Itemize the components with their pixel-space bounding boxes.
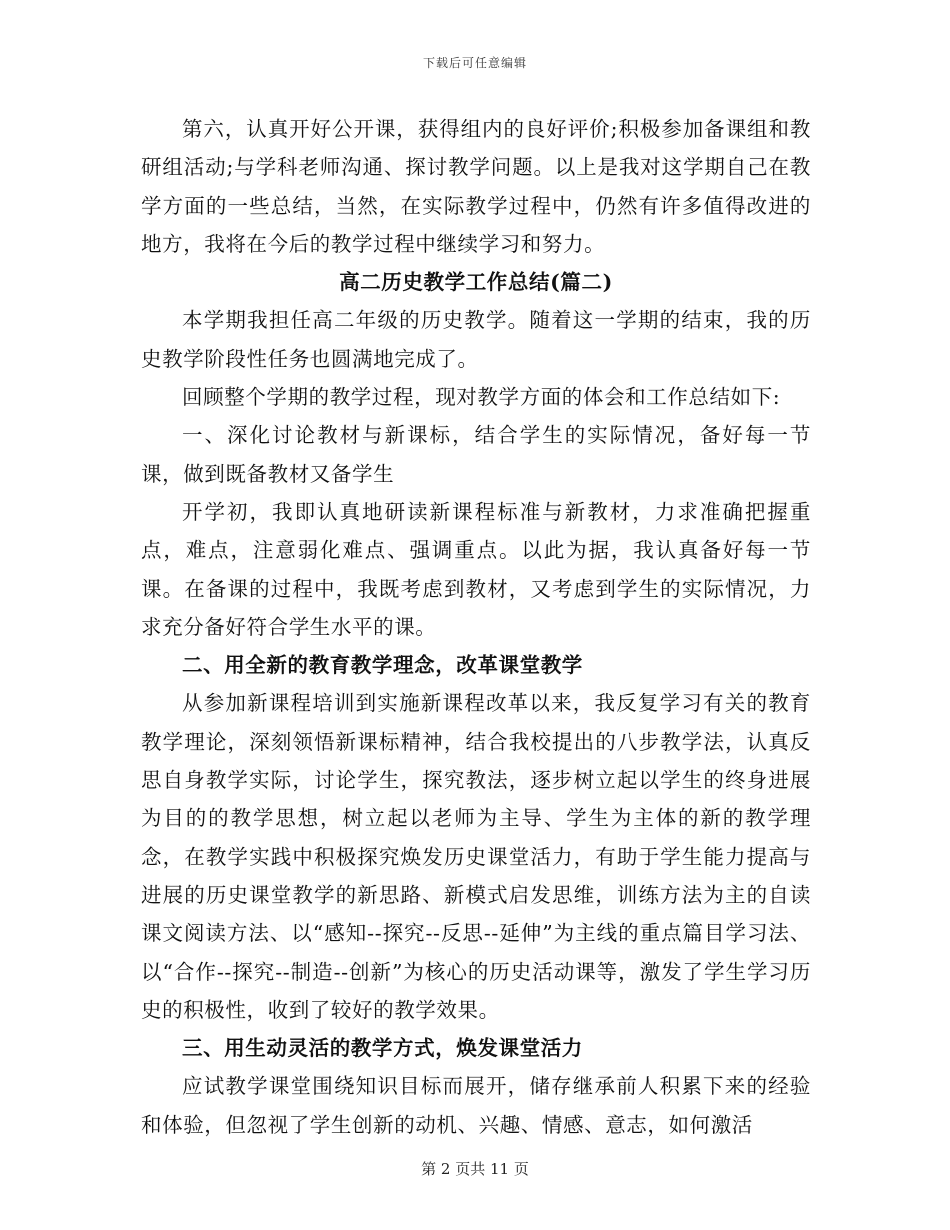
paragraph-preparation: 开学初，我即认真地研读新课程标准与新教材，力求准确把握重点，难点，注意弱化难点、强调重点。以此为据，我认真备好每一节课。在备课的过程中，我既考虑到教材，又考虑到学生的实际情况，力求充分备好符合学生水平的课。 bbox=[141, 499, 811, 639]
paragraph-teaching-method: 应试教学课堂围绕知识目标而展开，储存继承前人积累下来的经验和体验，但忽视了学生创新的动机、兴趣、情感、意志，如何激活 bbox=[141, 1074, 811, 1137]
paragraph-sixth-point: 第六，认真开好公开课，获得组内的良好评价;积极参加备课组和教研组活动;与学科老师沟通、探讨教学问题。以上是我对这学期自己在教学方面的一些总结，当然，在实际教学过程中，仍然有许多值得改进的地方，我将在今后的教学过程中继续学习和努力。 bbox=[141, 117, 811, 256]
document-body bbox=[141, 110, 811, 1144]
section-title: 高二历史教学工作总结(篇二) bbox=[339, 270, 613, 295]
heading-point-three: 三、用生动灵活的教学方式，焕发课堂活力 bbox=[182, 1036, 583, 1061]
page-footer: 第 2 页共 11 页 bbox=[421, 1160, 529, 1178]
paragraph-review: 回顾整个学期的教学过程，现对教学方面的体会和工作总结如下: bbox=[182, 385, 781, 410]
paragraph-intro: 本学期我担任高二年级的历史教学。随着这一学期的结束，我的历史教学阶段性任务也圆满地完成了。 bbox=[141, 308, 811, 371]
heading-point-two: 二、用全新的教育教学理念，改革课堂教学 bbox=[182, 653, 583, 678]
paragraph-reform: 从参加新课程培训到实施新课程改革以来，我反复学习有关的教育教学理论，深刻领悟新课标精神，结合我校提出的八步教学法，认真反思自身教学实际，讨论学生，探究教法，逐步树立起以学生的终身进展为目的的教学思想，树立起以老师为主导、学生为主体的新的教学理念，在教学实践中积极探究焕发历史课堂活力，有助于学生能力提高与进展的历史课堂教学的新思路、新模式启发思维，训练方法为主的自读课文阅读方法、以“感知--探究--反思--延伸”为主线的重点篇目学习法、以“合作--探究--制造--创新”为核心的历史活动课等，激发了学生学习历史的积极性，收到了较好的教学效果。 bbox=[141, 691, 811, 1022]
page-header: 下载后可任意编辑 bbox=[422, 56, 527, 70]
paragraph-point-one: 一、深化讨论教材与新课标，结合学生的实际情况，备好每一节课，做到既备教材又备学生 bbox=[141, 423, 811, 486]
